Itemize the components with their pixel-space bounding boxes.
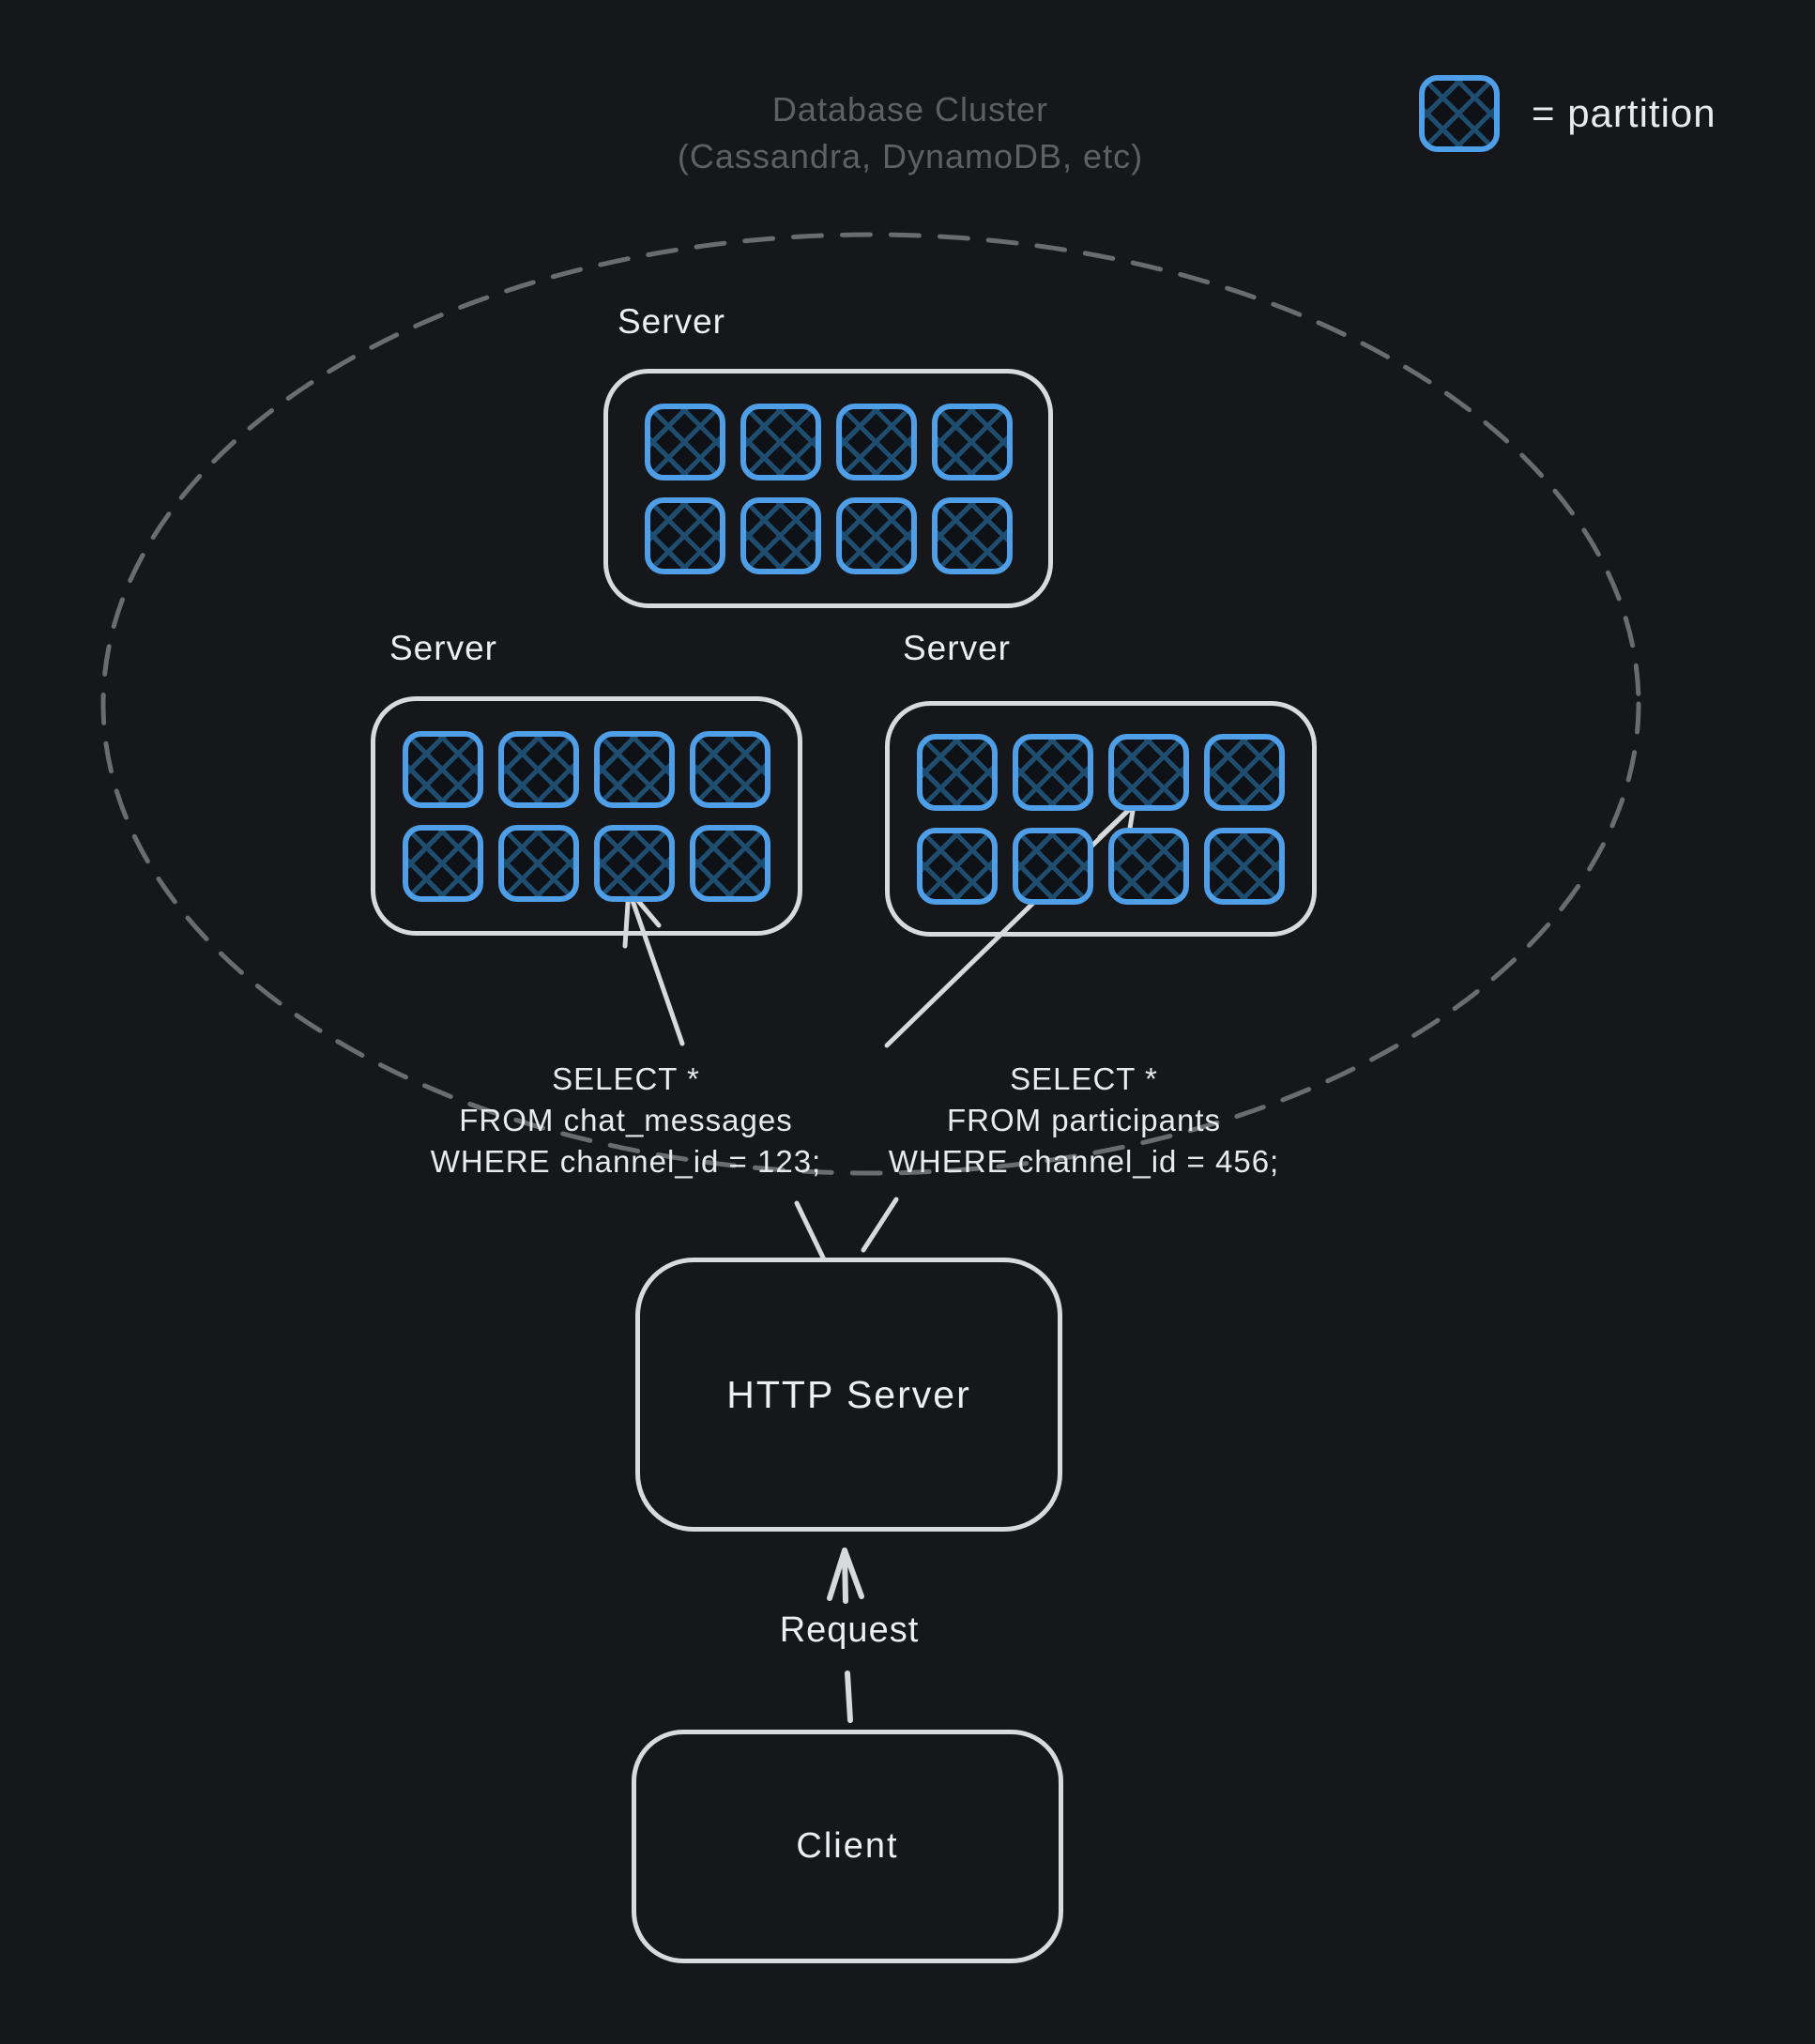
partition xyxy=(498,731,579,808)
http-server-label: HTTP Server xyxy=(726,1372,971,1416)
client-box xyxy=(632,1730,1063,1963)
server-box-left xyxy=(371,696,802,936)
partition xyxy=(645,404,725,480)
server-label-left: Server xyxy=(389,629,497,667)
partition xyxy=(1108,828,1189,905)
partition xyxy=(690,825,770,902)
partition xyxy=(1204,828,1285,905)
partition xyxy=(836,497,917,574)
cluster-title xyxy=(535,86,1286,181)
query-line: FROM chat_messages xyxy=(459,1103,793,1137)
partition xyxy=(740,497,821,574)
partition xyxy=(836,404,917,480)
query-line: SELECT * xyxy=(552,1061,700,1096)
http-server-box xyxy=(635,1258,1062,1532)
partition xyxy=(1204,734,1285,811)
partition xyxy=(690,731,770,808)
partition xyxy=(403,825,483,902)
partition xyxy=(594,825,675,902)
partition xyxy=(1108,734,1189,811)
partition xyxy=(1013,734,1093,811)
partition xyxy=(932,497,1013,574)
query-line: FROM participants xyxy=(946,1103,1222,1137)
server-box-right xyxy=(885,701,1317,937)
partition xyxy=(645,497,725,574)
partition xyxy=(1013,828,1093,905)
partition xyxy=(917,828,998,905)
client-label: Client xyxy=(796,1826,899,1866)
partition xyxy=(740,404,821,480)
query-participants xyxy=(849,1059,1319,1182)
legend xyxy=(1419,75,1716,152)
partition-swatch-icon xyxy=(1419,75,1500,152)
query-line: WHERE channel_id = 456; xyxy=(888,1144,1280,1179)
server-label-top: Server xyxy=(618,302,725,341)
partition xyxy=(498,825,579,902)
query-chat-messages xyxy=(391,1059,861,1182)
partition xyxy=(917,734,998,811)
cluster-title-line1: Database Cluster xyxy=(771,90,1049,129)
request-label: Request xyxy=(779,1610,920,1650)
server-box-top xyxy=(603,369,1053,608)
query-line: SELECT * xyxy=(1010,1061,1158,1096)
cluster-title-line2: (Cassandra, DynamoDB, etc) xyxy=(677,137,1144,176)
partition xyxy=(403,731,483,808)
query-line: WHERE channel_id = 123; xyxy=(430,1144,822,1179)
partition xyxy=(594,731,675,808)
partition xyxy=(932,404,1013,480)
server-label-right: Server xyxy=(903,629,1011,667)
legend-label: = partition xyxy=(1532,91,1716,135)
